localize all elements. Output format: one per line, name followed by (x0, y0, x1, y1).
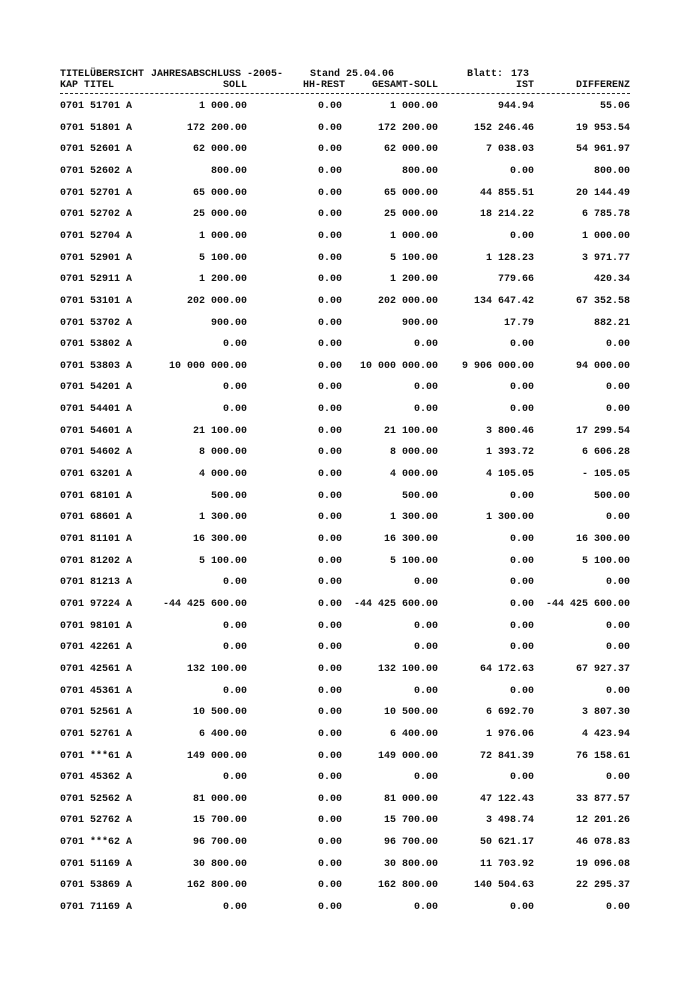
cell-differenz: 94 000.00 (575, 360, 630, 372)
cell-soll: 62 000.00 (192, 144, 247, 156)
cell-gesamt-soll: 0.00 (413, 382, 438, 394)
cell-hh-rest: 0.00 (317, 295, 342, 307)
cell-hh-rest: 0.00 (317, 101, 342, 112)
cell-soll: 8 000.00 (198, 447, 247, 459)
cell-differenz: 6 606.28 (581, 447, 630, 459)
cell-differenz: 19 096.08 (575, 858, 630, 870)
cell-hh-rest: 0.00 (317, 469, 342, 480)
cell-gesamt-soll: 25 000.00 (383, 209, 438, 221)
cell-hh-rest: 0.00 (317, 382, 342, 394)
cell-hh-rest: 0.00 (317, 858, 342, 870)
cell-ist: 0.00 (509, 382, 534, 394)
table-row (0, 728, 700, 742)
cell-differenz: 500.00 (593, 490, 630, 502)
cell-gesamt-soll: 16 300.00 (383, 534, 438, 545)
cell-gesamt-soll: 132 100.00 (377, 663, 438, 675)
cell-gesamt-soll: 202 000.00 (377, 295, 438, 307)
cell-ist: 3 498.74 (485, 815, 534, 827)
cell-soll: 0.00 (222, 382, 247, 394)
cell-gesamt-soll: 1 300.00 (389, 512, 438, 524)
cell-hh-rest: 0.00 (317, 902, 342, 913)
cell-soll: 6 400.00 (198, 728, 247, 740)
cell-hh-rest: 0.00 (317, 360, 342, 372)
table-row (0, 338, 700, 352)
stand-date: Stand 25.04.06 (310, 69, 395, 80)
cell-differenz: 0.00 (605, 642, 630, 654)
cell-differenz: 420.34 (593, 274, 630, 286)
cell-differenz: 20 144.49 (575, 187, 630, 199)
cell-titel: 0701 63201 A (60, 469, 133, 480)
cell-titel: 0701 68601 A (60, 512, 133, 524)
cell-soll: 202 000.00 (186, 295, 247, 307)
cell-titel: 0701 52562 A (60, 793, 133, 805)
cell-hh-rest: 0.00 (317, 209, 342, 221)
cell-hh-rest: 0.00 (317, 230, 342, 242)
cell-differenz: 0.00 (605, 685, 630, 697)
cell-soll: 0.00 (222, 404, 247, 416)
table-row (0, 143, 700, 157)
cell-titel: 0701 42261 A (60, 642, 133, 654)
cell-soll: 30 800.00 (192, 858, 247, 870)
cell-titel: 0701 ***62 A (60, 837, 133, 849)
col-header-titel: TITEL (84, 80, 115, 91)
cell-ist: 6 692.70 (485, 707, 534, 719)
table-row (0, 641, 700, 655)
blatt-number: 173 (511, 69, 530, 80)
cell-differenz: 76 158.61 (575, 750, 630, 762)
table-row (0, 490, 700, 504)
blatt-label: Blatt: (467, 69, 504, 80)
cell-soll: 25 000.00 (192, 209, 247, 221)
cell-hh-rest: 0.00 (317, 425, 342, 437)
cell-soll: 149 000.00 (186, 750, 247, 762)
header-divider (60, 93, 630, 94)
cell-hh-rest: 0.00 (317, 274, 342, 286)
cell-titel: 0701 71169 A (60, 902, 133, 913)
cell-differenz: 0.00 (605, 512, 630, 524)
cell-titel: 0701 81101 A (60, 534, 133, 545)
cell-soll: 1 000.00 (198, 230, 247, 242)
cell-ist: 72 841.39 (479, 750, 534, 762)
table-row (0, 511, 700, 525)
cell-gesamt-soll: 149 000.00 (377, 750, 438, 762)
cell-gesamt-soll: 0.00 (413, 685, 438, 697)
cell-titel: 0701 52702 A (60, 209, 133, 221)
cell-soll: 4 000.00 (198, 469, 247, 480)
cell-titel: 0701 52561 A (60, 707, 133, 719)
cell-ist: 0.00 (509, 404, 534, 416)
table-row (0, 771, 700, 785)
table-row (0, 468, 700, 482)
cell-soll: 0.00 (222, 902, 247, 913)
cell-hh-rest: 0.00 (317, 317, 342, 329)
cell-ist: 1 976.06 (485, 728, 534, 740)
cell-titel: 0701 68101 A (60, 490, 133, 502)
cell-ist: 50 621.17 (479, 837, 534, 849)
cell-titel: 0701 52602 A (60, 165, 133, 177)
cell-soll: 162 800.00 (186, 880, 247, 892)
cell-differenz: 0.00 (605, 339, 630, 351)
cell-hh-rest: 0.00 (317, 837, 342, 849)
cell-hh-rest: 0.00 (317, 728, 342, 740)
cell-soll: 5 100.00 (198, 555, 247, 567)
table-row (0, 836, 700, 850)
table-row (0, 100, 700, 114)
cell-ist: 0.00 (509, 577, 534, 589)
cell-differenz: 6 785.78 (581, 209, 630, 221)
table-row (0, 403, 700, 417)
table-row (0, 879, 700, 893)
cell-ist: 44 855.51 (479, 187, 534, 199)
cell-gesamt-soll: -44 425 600.00 (353, 599, 438, 610)
cell-differenz: 16 300.00 (575, 534, 630, 545)
cell-hh-rest: 0.00 (317, 880, 342, 892)
cell-titel: 0701 52704 A (60, 230, 133, 242)
cell-differenz: 0.00 (605, 772, 630, 784)
cell-soll: 10 500.00 (192, 707, 247, 719)
cell-titel: 0701 45362 A (60, 772, 133, 784)
cell-gesamt-soll: 1 000.00 (389, 101, 438, 112)
col-header-soll: SOLL (222, 80, 247, 91)
col-header-ist: IST (515, 80, 534, 91)
cell-ist: 0.00 (509, 555, 534, 567)
cell-gesamt-soll: 0.00 (413, 577, 438, 589)
cell-titel: 0701 ***61 A (60, 750, 133, 762)
cell-hh-rest: 0.00 (317, 339, 342, 351)
cell-titel: 0701 51701 A (60, 101, 133, 112)
table-row (0, 425, 700, 439)
cell-gesamt-soll: 65 000.00 (383, 187, 438, 199)
cell-differenz: 46 078.83 (575, 837, 630, 849)
cell-differenz: 0.00 (605, 577, 630, 589)
cell-titel: 0701 52601 A (60, 144, 133, 156)
cell-ist: 0.00 (509, 642, 534, 654)
cell-soll: 21 100.00 (192, 425, 247, 437)
cell-ist: 0.00 (509, 685, 534, 697)
table-row (0, 814, 700, 828)
cell-gesamt-soll: 1 200.00 (389, 274, 438, 286)
cell-ist: 18 214.22 (479, 209, 534, 221)
cell-hh-rest: 0.00 (317, 534, 342, 545)
cell-titel: 0701 51169 A (60, 858, 133, 870)
cell-differenz: 3 971.77 (581, 252, 630, 264)
cell-ist: 779.66 (497, 274, 534, 286)
cell-hh-rest: 0.00 (317, 165, 342, 177)
cell-ist: 0.00 (509, 902, 534, 913)
cell-titel: 0701 54601 A (60, 425, 133, 437)
table-row (0, 381, 700, 395)
cell-gesamt-soll: 62 000.00 (383, 144, 438, 156)
cell-differenz: 12 201.26 (575, 815, 630, 827)
cell-differenz: 67 927.37 (575, 663, 630, 675)
cell-differenz: -44 425 600.00 (545, 599, 630, 610)
cell-differenz: 5 100.00 (581, 555, 630, 567)
cell-differenz: 4 423.94 (581, 728, 630, 740)
table-row (0, 360, 700, 374)
cell-ist: 11 703.92 (479, 858, 534, 870)
cell-hh-rest: 0.00 (317, 404, 342, 416)
cell-titel: 0701 81202 A (60, 555, 133, 567)
cell-soll: 900.00 (210, 317, 247, 329)
cell-ist: 0.00 (509, 772, 534, 784)
cell-hh-rest: 0.00 (317, 490, 342, 502)
cell-ist: 9 906 000.00 (461, 360, 534, 372)
cell-hh-rest: 0.00 (317, 144, 342, 156)
cell-soll: -44 425 600.00 (162, 599, 247, 610)
cell-differenz: 33 877.57 (575, 793, 630, 805)
cell-differenz: 54 961.97 (575, 144, 630, 156)
column-headers (0, 79, 700, 93)
cell-ist: 134 647.42 (473, 295, 534, 307)
col-header-hh-rest: HH-REST (303, 80, 346, 91)
cell-gesamt-soll: 5 100.00 (389, 252, 438, 264)
cell-soll: 96 700.00 (192, 837, 247, 849)
cell-soll: 5 100.00 (198, 252, 247, 264)
cell-ist: 64 172.63 (479, 663, 534, 675)
cell-ist: 0.00 (509, 620, 534, 632)
cell-gesamt-soll: 96 700.00 (383, 837, 438, 849)
cell-gesamt-soll: 172 200.00 (377, 122, 438, 134)
table-row (0, 576, 700, 590)
cell-differenz: 882.21 (593, 317, 630, 329)
cell-titel: 0701 53101 A (60, 295, 133, 307)
cell-ist: 140 504.63 (473, 880, 534, 892)
table-row (0, 620, 700, 634)
table-row (0, 685, 700, 699)
cell-gesamt-soll: 1 000.00 (389, 230, 438, 242)
cell-soll: 0.00 (222, 642, 247, 654)
cell-differenz: 0.00 (605, 902, 630, 913)
table-row (0, 446, 700, 460)
cell-titel: 0701 98101 A (60, 620, 133, 632)
cell-differenz: 800.00 (593, 165, 630, 177)
cell-ist: 0.00 (509, 599, 534, 610)
cell-gesamt-soll: 0.00 (413, 620, 438, 632)
cell-gesamt-soll: 0.00 (413, 404, 438, 416)
table-row (0, 858, 700, 872)
cell-gesamt-soll: 4 000.00 (389, 469, 438, 480)
cell-soll: 132 100.00 (186, 663, 247, 675)
cell-ist: 3 800.46 (485, 425, 534, 437)
cell-differenz: 0.00 (605, 620, 630, 632)
cell-soll: 1 300.00 (198, 512, 247, 524)
cell-titel: 0701 53702 A (60, 317, 133, 329)
table-row (0, 533, 700, 547)
table-row (0, 252, 700, 266)
cell-titel: 0701 52901 A (60, 252, 133, 264)
cell-gesamt-soll: 6 400.00 (389, 728, 438, 740)
table-row (0, 317, 700, 331)
cell-titel: 0701 81213 A (60, 577, 133, 589)
cell-differenz: 17 299.54 (575, 425, 630, 437)
cell-hh-rest: 0.00 (317, 793, 342, 805)
cell-ist: 0.00 (509, 230, 534, 242)
cell-gesamt-soll: 162 800.00 (377, 880, 438, 892)
overview-title: TITELÜBERSICHT (60, 69, 145, 80)
cell-ist: 1 393.72 (485, 447, 534, 459)
cell-gesamt-soll: 0.00 (413, 339, 438, 351)
cell-gesamt-soll: 81 000.00 (383, 793, 438, 805)
cell-ist: 0.00 (509, 534, 534, 545)
cell-soll: 81 000.00 (192, 793, 247, 805)
cell-ist: 1 300.00 (485, 512, 534, 524)
cell-differenz: 0.00 (605, 382, 630, 394)
cell-soll: 1 000.00 (198, 101, 247, 112)
cell-gesamt-soll: 21 100.00 (383, 425, 438, 437)
cell-ist: 17.79 (503, 317, 534, 329)
cell-gesamt-soll: 0.00 (413, 642, 438, 654)
cell-hh-rest: 0.00 (317, 577, 342, 589)
cell-soll: 0.00 (222, 772, 247, 784)
cell-differenz: - 105.05 (581, 469, 630, 480)
table-row (0, 208, 700, 222)
cell-titel: 0701 52761 A (60, 728, 133, 740)
cell-hh-rest: 0.00 (317, 512, 342, 524)
cell-differenz: 55.06 (599, 101, 630, 112)
cell-gesamt-soll: 5 100.00 (389, 555, 438, 567)
cell-differenz: 19 953.54 (575, 122, 630, 134)
table-row (0, 750, 700, 764)
cell-ist: 0.00 (509, 165, 534, 177)
cell-soll: 16 300.00 (192, 534, 247, 545)
col-header-gesamt-soll: GESAMT-SOLL (371, 80, 438, 91)
report-title: JAHRESABSCHLUSS -2005- (151, 69, 284, 80)
table-row (0, 555, 700, 569)
cell-gesamt-soll: 0.00 (413, 772, 438, 784)
cell-gesamt-soll: 800.00 (401, 165, 438, 177)
cell-gesamt-soll: 8 000.00 (389, 447, 438, 459)
cell-titel: 0701 54602 A (60, 447, 133, 459)
table-row (0, 901, 700, 915)
cell-titel: 0701 97224 A (60, 599, 133, 610)
cell-hh-rest: 0.00 (317, 620, 342, 632)
cell-ist: 0.00 (509, 339, 534, 351)
cell-hh-rest: 0.00 (317, 750, 342, 762)
cell-ist: 4 105.05 (485, 469, 534, 480)
cell-differenz: 67 352.58 (575, 295, 630, 307)
cell-titel: 0701 52911 A (60, 274, 133, 286)
cell-soll: 15 700.00 (192, 815, 247, 827)
cell-soll: 500.00 (210, 490, 247, 502)
table-row (0, 295, 700, 309)
cell-gesamt-soll: 0.00 (413, 902, 438, 913)
cell-gesamt-soll: 15 700.00 (383, 815, 438, 827)
cell-hh-rest: 0.00 (317, 663, 342, 675)
cell-hh-rest: 0.00 (317, 685, 342, 697)
cell-titel: 0701 54201 A (60, 382, 133, 394)
table-row (0, 706, 700, 720)
cell-titel: 0701 54401 A (60, 404, 133, 416)
cell-hh-rest: 0.00 (317, 707, 342, 719)
cell-soll: 10 000 000.00 (168, 360, 247, 372)
cell-differenz: 3 807.30 (581, 707, 630, 719)
cell-ist: 1 128.23 (485, 252, 534, 264)
cell-soll: 1 200.00 (198, 274, 247, 286)
col-header-differenz: DIFFERENZ (575, 80, 630, 91)
cell-differenz: 1 000.00 (581, 230, 630, 242)
cell-soll: 172 200.00 (186, 122, 247, 134)
cell-soll: 0.00 (222, 685, 247, 697)
cell-titel: 0701 45361 A (60, 685, 133, 697)
cell-hh-rest: 0.00 (317, 187, 342, 199)
cell-gesamt-soll: 30 800.00 (383, 858, 438, 870)
cell-titel: 0701 51801 A (60, 122, 133, 134)
cell-hh-rest: 0.00 (317, 555, 342, 567)
cell-hh-rest: 0.00 (317, 599, 342, 610)
cell-soll: 0.00 (222, 339, 247, 351)
table-row (0, 230, 700, 244)
cell-hh-rest: 0.00 (317, 447, 342, 459)
cell-ist: 152 246.46 (473, 122, 534, 134)
table-row (0, 122, 700, 136)
cell-soll: 0.00 (222, 577, 247, 589)
cell-ist: 0.00 (509, 490, 534, 502)
cell-soll: 65 000.00 (192, 187, 247, 199)
cell-titel: 0701 52762 A (60, 815, 133, 827)
table-row (0, 598, 700, 612)
cell-hh-rest: 0.00 (317, 252, 342, 264)
cell-titel: 0701 53802 A (60, 339, 133, 351)
cell-ist: 47 122.43 (479, 793, 534, 805)
cell-titel: 0701 42561 A (60, 663, 133, 675)
cell-hh-rest: 0.00 (317, 122, 342, 134)
cell-differenz: 0.00 (605, 404, 630, 416)
cell-titel: 0701 52701 A (60, 187, 133, 199)
table-row (0, 273, 700, 287)
cell-gesamt-soll: 500.00 (401, 490, 438, 502)
cell-titel: 0701 53869 A (60, 880, 133, 892)
table-row (0, 793, 700, 807)
cell-differenz: 22 295.37 (575, 880, 630, 892)
cell-titel: 0701 53803 A (60, 360, 133, 372)
cell-soll: 800.00 (210, 165, 247, 177)
table-row (0, 663, 700, 677)
table-row (0, 165, 700, 179)
cell-hh-rest: 0.00 (317, 815, 342, 827)
cell-ist: 944.94 (497, 101, 534, 112)
cell-hh-rest: 0.00 (317, 772, 342, 784)
cell-gesamt-soll: 10 000 000.00 (359, 360, 438, 372)
cell-hh-rest: 0.00 (317, 642, 342, 654)
cell-ist: 7 038.03 (485, 144, 534, 156)
cell-gesamt-soll: 10 500.00 (383, 707, 438, 719)
table-row (0, 187, 700, 201)
cell-soll: 0.00 (222, 620, 247, 632)
cell-gesamt-soll: 900.00 (401, 317, 438, 329)
col-header-kap: KAP (60, 80, 79, 91)
